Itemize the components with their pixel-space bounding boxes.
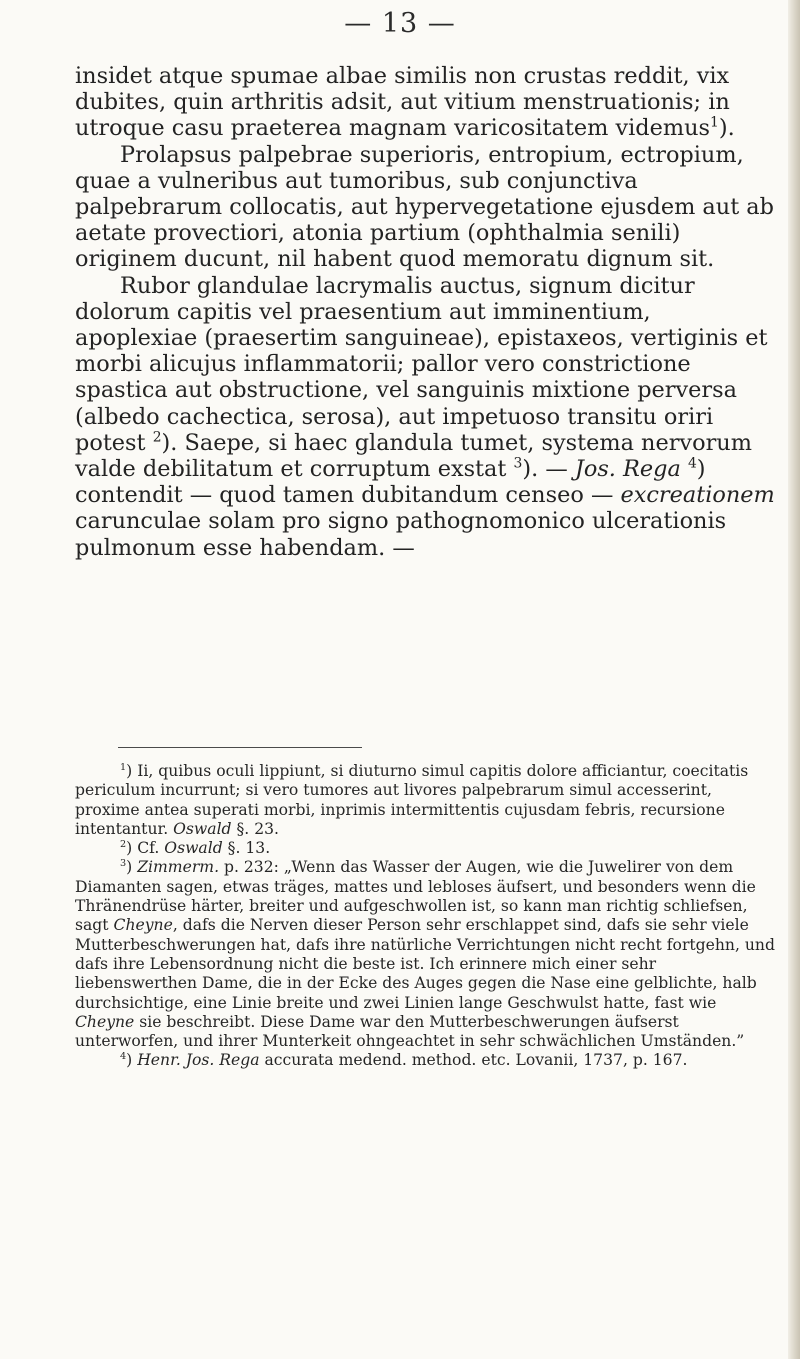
footnote-divider <box>118 747 362 748</box>
footnote-4: $^4$) Henr. Jos. Rega accurata medend. method. etc. Lovanii, 1737, p. 167. <box>120 1051 688 1070</box>
footnote-ref-2: 2 <box>152 429 162 446</box>
author-name: Jos. Rega <box>574 456 681 483</box>
page-edge <box>788 0 800 1359</box>
page-number: — 13 — <box>344 8 456 39</box>
footnotes <box>75 762 775 1071</box>
footnote-1: $^1$) Ii, quibus oculi lippiunt, si diuturno simul capitis dolore afficiantur, coecitatis periculum incurrunt; si vero tumores aut livores palpebrarum simul accesserint, proxime antea superati morbi, inprimis intermittentis cujusdam febris, recursione intentantur. Oswald §. 23. <box>75 761 749 838</box>
footnote-ref-4: 4 <box>687 455 697 472</box>
footnote-ref-3: 3 <box>513 455 523 472</box>
emphasized-term: excreationem <box>620 482 775 509</box>
main-text <box>75 63 775 561</box>
paragraph-2: Prolapsus palpebrae superioris, entropium, ectropium, quae a vulneribus aut tumoribus, sub conjunctiva palpebrarum collocatis, aut hypervegetatione ejusdem aut ab aetate provectiori, atonia partium (ophthalmia senili) originem ducunt, nil habent quod memoratu dignum sit. <box>75 141 774 273</box>
footnote-2: $^2$) Cf. Oswald §. 13. <box>120 839 271 858</box>
paragraph-1: insidet atque spumae albae similis non crustas reddit, vix dubites, quin arthritis adsit, aut vitium menstruationis; in utroque casu praeterea magnam varicositatem videmus$^1$). <box>75 63 735 142</box>
paragraph-3: Rubor glandulae lacrymalis auctus, signum dicitur dolorum capitis vel praesentium aut imminentium, apoplexiae (praesertim sanguineae), epistaxeos, vertiginis et morbi alicujus inflammatorii; pallor vero constrictione spastica aut obstructione, vel sanguinis mixtione perversa (albedo cachectica, serosa), aut impetuoso transitu oriri potest $^2$). Saepe, si haec glandula tumet, systema nervorum valde debilitatum et corruptum exstat $^3$). — Jos. Rega $^4$) contendit — quod tamen dubitandum censeo — excreationem carunculae solam pro signo pathognomonico ulcerationis pulmonum esse habendam. — <box>75 272 775 561</box>
footnote-3: $^3$) Zimmerm. p. 232: „Wenn das Wasser der Augen, wie die Juwelirer von dem Diamanten sagen, etwas träges, mattes und lebloses äufsert, und besonders wenn die Thränendrüse härter, breiter und aufgeschwollen ist, so kann man richtig schliefsen, sagt Cheyne, dafs die Nerven dieser Person sehr erschlappet sind, dafs sie sehr viele Mutterbeschwerungen hat, dafs ihre natürliche Verrichtungen nicht recht fortgehn, und dafs ihre Lebensordnung nicht die beste ist. Ich erinnere mich einer sehr liebenswerthen Dame, die in der Ecke des Auges gegen die Nase eine gelblichte, halb durchsichtige, eine Linie breite und zwei Linien lange Geschwulst hatte, fast wie Cheyne sie beschreibt. Diese Dame war den Mutterbeschwerungen äufserst unterworfen, und ihrer Munterkeit ohngeachtet in sehr schwächlichen Umständen.” <box>75 858 775 1051</box>
footnote-ref-1: 1 <box>710 114 719 131</box>
